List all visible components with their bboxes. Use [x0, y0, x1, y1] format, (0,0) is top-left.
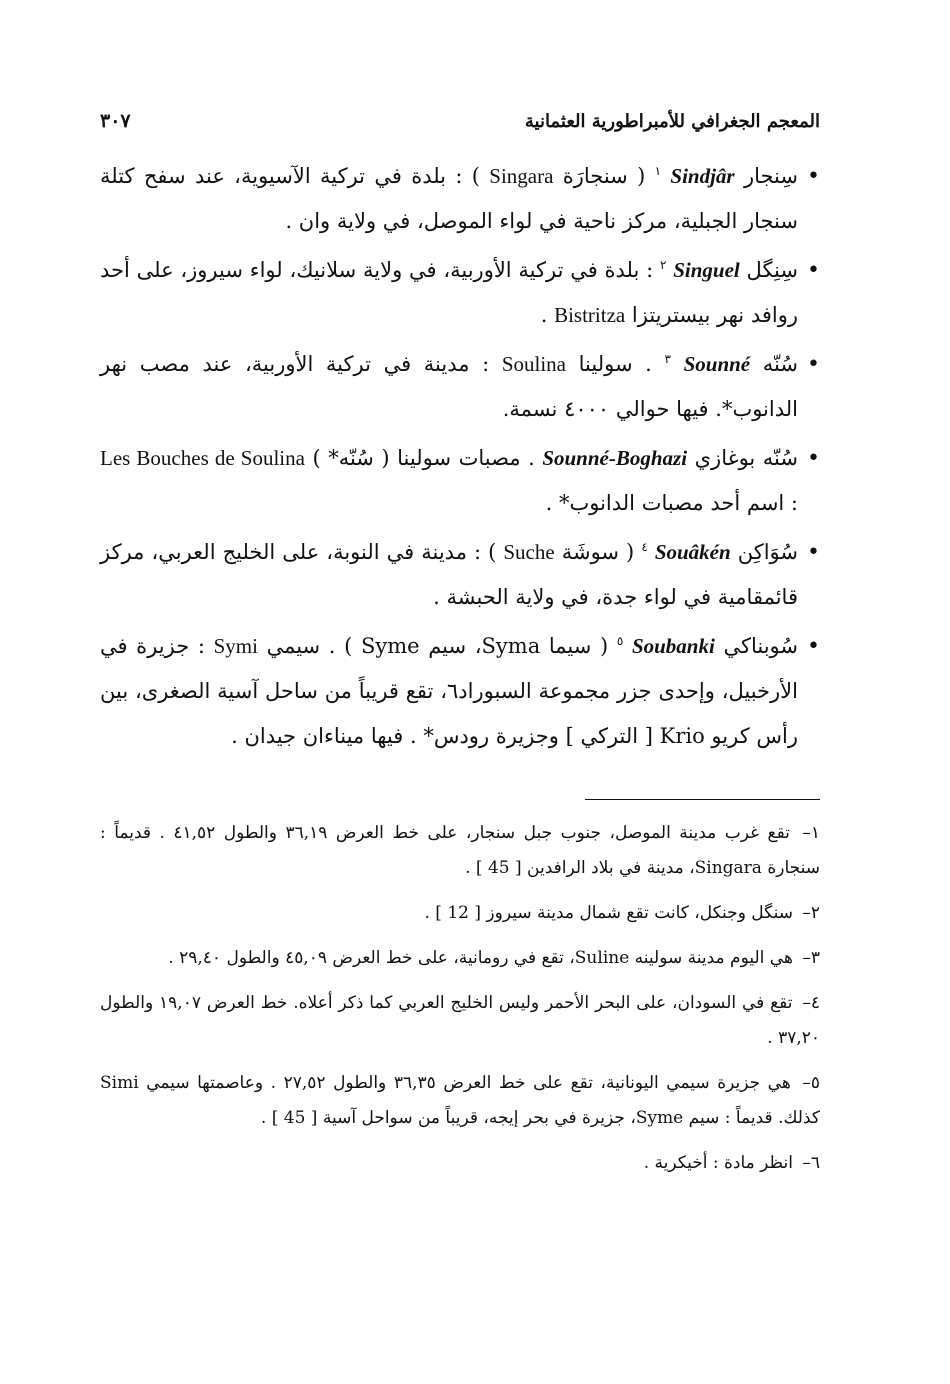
entry-latin-2: Les Bouches de Soulina: [100, 446, 305, 470]
footnote: [100, 1066, 820, 1136]
entry-latin: Singuel: [673, 258, 740, 282]
entry-list: [100, 154, 820, 759]
footnote-ref[interactable]: ٣: [664, 352, 671, 366]
entry-term: سِنجار: [743, 164, 798, 188]
entry: [100, 624, 820, 759]
entry-term: سُنّه: [762, 352, 798, 376]
footnote-ref[interactable]: ٢: [660, 258, 667, 272]
footnote: [100, 941, 820, 976]
entry-latin-2: Soulina: [501, 352, 566, 376]
entry-body: ( سنجارَة: [553, 164, 646, 188]
footnote: [100, 986, 820, 1056]
footnote-text: تقع غرب مدينة الموصل، جنوب جبل سنجار، على خط العرض ٣٦,١٩ والطول ٤١,٥٢ . قديماً : سنجارة Singara، مدينة في بلاد الرافدين [ 45 ] .: [100, 823, 820, 878]
footnote: [100, 816, 820, 886]
footnote: [100, 1146, 820, 1181]
entry-latin-2: Suche: [503, 540, 555, 564]
entry-latin: Soubanki: [631, 634, 715, 658]
footnote: [100, 896, 820, 931]
header-title: المعجم الجغرافي للأمبراطورية العثمانية: [524, 111, 820, 132]
running-header: [100, 110, 820, 140]
entry-body: ( سيما Syma، سيم Syme ) . سيمي: [257, 634, 609, 658]
entry: [100, 154, 820, 244]
entry-body-2: : جزيرة في الأرخبيل، وإحدى جزر مجموعة السبوراد٦، تقع قريباً من ساحل آسية الصغرى، بين رأس كريو Krio [ التركي ] وجزيرة رودس* . فيها ميناءان جيدان .: [100, 634, 798, 748]
footnote-number: ٦–: [802, 1153, 820, 1173]
footnote-ref[interactable]: ٥: [616, 634, 624, 648]
entry: [100, 342, 820, 432]
entry-body: . سولينا: [566, 352, 652, 376]
entry: [100, 530, 820, 620]
entry-body-2: : مدينة في تركية الأوربية، عند مصب نهر الدانوب*. فيها حوالي ٤٠٠٠ نسمة.: [100, 352, 798, 421]
footnote-text: هي جزيرة سيمي اليونانية، تقع على خط العرض ٣٦,٣٥ والطول ٢٧,٥٢ . وعاصمتها سيمي Simi كذلك. قديماً : سيم Syme، جزيرة في بحر إيجه، قريباً من سواحل آسية [ 45 ] .: [100, 1073, 820, 1128]
footnote-text: انظر مادة : أخيكرية .: [643, 1153, 793, 1173]
entry-latin: Sounné-Boghazi: [542, 446, 688, 470]
footnote-number: ٢–: [802, 903, 820, 923]
footnote-number: ١–: [802, 823, 821, 843]
entry-latin: Sounné: [683, 352, 751, 376]
entry-body-2: ) : بلدة في تركية الآسيوية، عند سفح كتلة سنجار الجبلية، مركز ناحية في لواء الموصل، في ولاية وان .: [100, 164, 798, 233]
entry-latin-2: Singara: [489, 164, 554, 188]
page-number: ٣٠٧: [100, 110, 131, 132]
footnote-divider: [585, 799, 820, 800]
footnote-text: هي اليوم مدينة سولينه Suline، تقع في رومانية، على خط العرض ٤٥,٠٩ والطول ٢٩,٤٠ .: [168, 948, 793, 968]
entry-body: ( سوشَة: [554, 540, 635, 564]
footnote-ref[interactable]: ٤: [641, 540, 648, 554]
entry-body: . مصبات سولينا ( سُنّه* ): [304, 446, 535, 470]
entry-term: سُوبناكي: [723, 634, 798, 658]
entry-latin: Souâkén: [654, 540, 731, 564]
entry-body: : بلدة في تركية الأوربية، في ولاية سلانيك، لواء سيروز، على أحد روافد نهر بيستريتزا: [100, 258, 798, 327]
footnote-number: ٣–: [802, 948, 820, 968]
footnote-number: ٤–: [802, 993, 820, 1013]
entry-body-2: .: [540, 303, 555, 327]
entry-term: سِنِگل: [746, 258, 798, 282]
document-page: [100, 110, 820, 1191]
entry-body-2: ) : مدينة في النوبة، على الخليج العربي، مركز قائمقامية في لواء جدة، في ولاية الحبشة .: [100, 540, 798, 609]
entry: [100, 436, 820, 526]
entry-term: سُوَاكِن: [737, 540, 798, 564]
entry-body-2: : اسم أحد مصبات الدانوب* .: [545, 491, 798, 515]
footnote-number: ٥–: [802, 1073, 821, 1093]
footnote-ref[interactable]: ١: [654, 164, 662, 178]
footnote-text: تقع في السودان، على البحر الأحمر وليس الخليج العربي كما ذكر أعلاه. خط العرض ١٩,٠٧ والطول ٣٧,٢٠ .: [100, 993, 820, 1048]
entry-latin: Sindjâr: [670, 164, 735, 188]
entry: [100, 248, 820, 338]
footnote-text: سنگل وجنكل، كانت تقع شمال مدينة سيروز [ 12 ] .: [424, 903, 793, 923]
entry-term: سُنّه بوغازي: [694, 446, 798, 470]
footnote-list: [100, 816, 820, 1181]
entry-latin-2: Symi: [213, 634, 258, 658]
entry-latin-2: Bistritza: [554, 303, 626, 327]
